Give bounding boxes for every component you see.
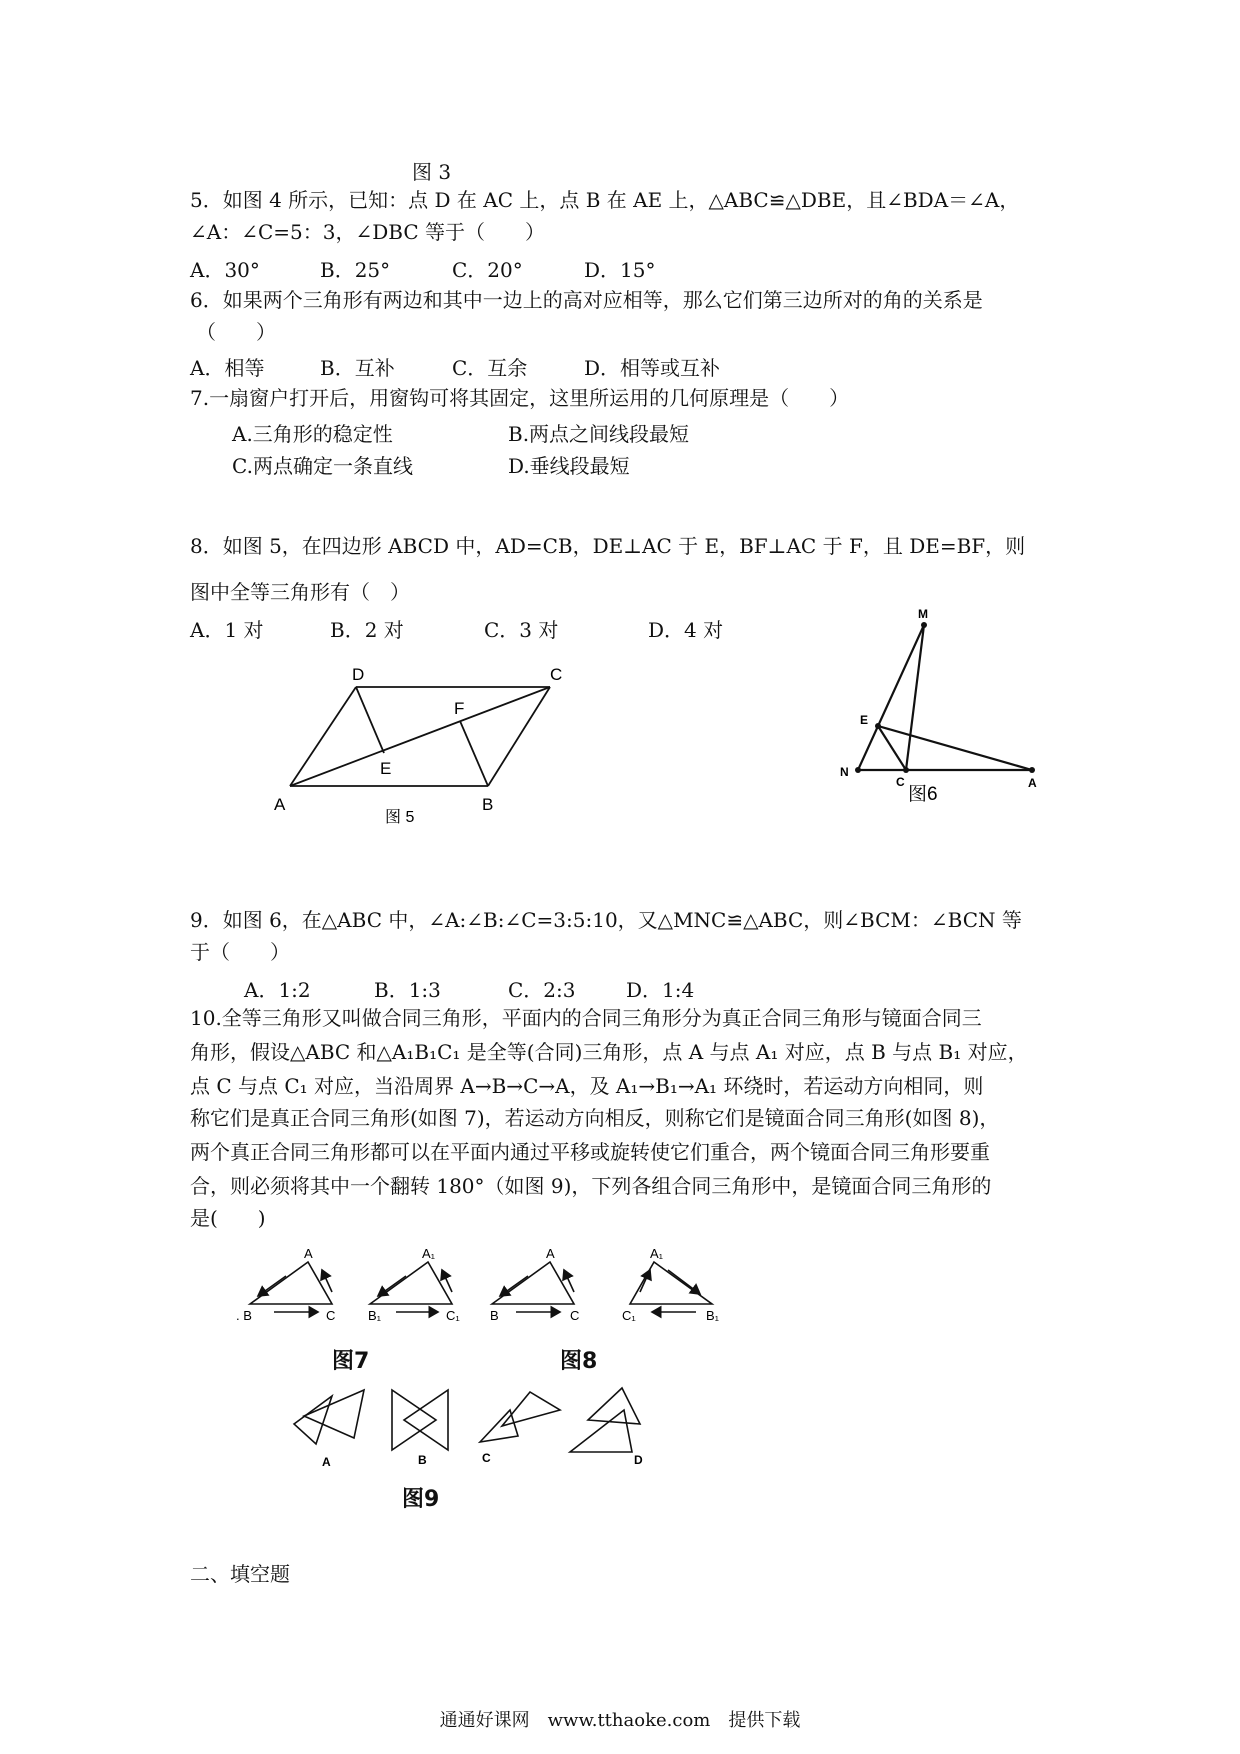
q10-line5: 两个真正合同三角形都可以在平面内通过平移或旋转使它们重合，两个镜面合同三角形要重 xyxy=(190,1140,990,1164)
fig8-label-b1: B₁ xyxy=(706,1308,720,1323)
fig6-caption: 图6 xyxy=(908,784,938,805)
fig8-triangle-2 xyxy=(630,1262,712,1312)
fig9-label-c: C xyxy=(482,1451,491,1465)
q7-line1: 7.一扇窗户打开后，用窗钩可将其固定，这里所运用的几何原理是（ ） xyxy=(190,386,850,410)
fig5-label-a: A xyxy=(274,795,286,814)
page-footer: 通通好课网 www.tthaoke.com 提供下载 xyxy=(439,1710,801,1731)
fig3-caption: 图 3 xyxy=(412,160,452,184)
fig6-label-e: E xyxy=(860,713,869,727)
q10-line4: 称它们是真正合同三角形(如图 7)，若运动方向相反，则称它们是镜面合同三角形(如图 8)， xyxy=(190,1106,1000,1130)
fig9-caption: 图9 xyxy=(402,1487,440,1512)
q10-line1: 10.全等三角形又叫做合同三角形，平面内的合同三角形分为真正合同三角形与镜面合同三 xyxy=(190,1006,982,1030)
fig9-label-b: B xyxy=(418,1453,427,1467)
q6-line2: （ ） xyxy=(196,320,276,344)
q9-line1: 9．如图 6，在△ABC 中，∠A:∠B:∠C=3:5:10，又△MNC≌△ABC，则∠BCM：∠BCN 等 xyxy=(190,908,1022,932)
fig5-label-d: D xyxy=(352,665,365,684)
q7-option-d: D.垂线段最短 xyxy=(508,454,630,478)
figure-6 xyxy=(840,600,1060,810)
q6-option-d: D．相等或互补 xyxy=(584,356,721,380)
fig8-label-c: C xyxy=(570,1308,580,1323)
fig7-label-c: C xyxy=(326,1308,336,1323)
q8-line1: 8．如图 5，在四边形 ABCD 中，AD=CB，DE⊥AC 于 E，BF⊥AC 于 F，且 DE=BF，则 xyxy=(190,534,1026,558)
fig8-label-a1: A₁ xyxy=(650,1246,664,1261)
q5-option-c: C．20° xyxy=(452,258,523,282)
q10-line6: 合，则必须将其中一个翻转 180°（如图 9)，下列各组合同三角形中，是镜面合同三角形的 xyxy=(190,1174,992,1198)
fig9-d-triangle-1 xyxy=(570,1410,632,1452)
q6-option-c: C．互余 xyxy=(452,356,528,380)
q9-option-a: A．1:2 xyxy=(244,978,311,1002)
q6-option-b: B．互补 xyxy=(320,356,395,380)
fig9-b-triangle-2 xyxy=(404,1390,448,1450)
fig9-b-triangle-1 xyxy=(392,1390,436,1450)
q10-line7: 是( ) xyxy=(190,1206,266,1230)
q8-line2: 图中全等三角形有（ ） xyxy=(190,580,410,604)
q6-line1: 6．如果两个三角形有两边和其中一边上的高对应相等，那么它们第三边所对的角的关系是 xyxy=(190,288,983,312)
section-2-heading: 二、填空题 xyxy=(190,1562,290,1586)
q6-option-a: A．相等 xyxy=(190,356,265,380)
fig8-triangle-1 xyxy=(492,1262,574,1312)
fig9-a-triangle-2 xyxy=(304,1390,364,1438)
fig7-triangle-2 xyxy=(370,1262,452,1312)
q9-line2: 于（ ） xyxy=(190,940,290,964)
fig8-label-b: B xyxy=(490,1308,499,1323)
fig6-label-c: C xyxy=(896,775,905,789)
q9-option-c: C．2:3 xyxy=(508,978,576,1002)
fig6-label-a: A xyxy=(1028,776,1037,790)
fig5-segment-bf xyxy=(460,721,488,786)
fig6-label-m: M xyxy=(918,607,928,621)
q8-option-a: A．1 对 xyxy=(190,618,264,642)
fig5-caption: 图 5 xyxy=(385,809,415,826)
fig5-side-ad xyxy=(290,687,356,786)
fig7-label-b1: B₁ xyxy=(368,1308,382,1323)
fig7-label-a1: A₁ xyxy=(422,1246,436,1261)
fig8-label-c1: C₁ xyxy=(622,1308,636,1323)
q10-line2: 角形，假设△ABC 和△A₁B₁C₁ 是全等(合同)三角形，点 A 与点 A₁ 对应，点 B 与点 B₁ 对应， xyxy=(190,1040,1028,1064)
q9-option-b: B．1:3 xyxy=(374,978,441,1002)
fig5-label-f: F xyxy=(454,699,465,718)
q9-option-d: D．1:4 xyxy=(626,978,695,1002)
fig9-label-a: A xyxy=(322,1455,331,1469)
figures-7-8 xyxy=(236,1240,726,1380)
fig6-label-n: N xyxy=(840,765,849,779)
fig9-c-triangle-2 xyxy=(502,1392,560,1426)
fig7-label-c1: C₁ xyxy=(446,1308,460,1323)
figure-9 xyxy=(284,1380,664,1470)
q7-option-a: A.三角形的稳定性 xyxy=(232,422,393,446)
fig7-label-a: A xyxy=(304,1246,313,1261)
q5-option-b: B．25° xyxy=(320,258,391,282)
q5-line2: ∠A：∠C=5：3，∠DBC 等于（ ） xyxy=(190,220,545,244)
q7-option-b: B.两点之间线段最短 xyxy=(508,422,690,446)
q8-option-d: D．4 对 xyxy=(648,618,724,642)
fig5-label-b: B xyxy=(482,795,494,814)
fig5-segment-de xyxy=(356,687,384,753)
fig5-label-c: C xyxy=(550,665,563,684)
fig9-c-triangle-1 xyxy=(480,1410,518,1442)
fig9-label-d: D xyxy=(634,1453,643,1467)
fig7-triangle-1 xyxy=(250,1262,332,1312)
q5-line1: 5．如图 4 所示，已知：点 D 在 AC 上，点 B 在 AE 上，△ABC≌△DBE，且∠BDA＝∠A， xyxy=(190,188,1020,212)
q8-option-b: B．2 对 xyxy=(330,618,404,642)
q8-option-c: C．3 对 xyxy=(484,618,559,642)
q10-line3: 点 C 与点 C₁ 对应，当沿周界 A→B→C→A，及 A₁→B₁→A₁ 环绕时，若运动方向相同，则 xyxy=(190,1074,984,1098)
fig8-label-a: A xyxy=(546,1246,555,1261)
q7-option-c: C.两点确定一条直线 xyxy=(232,454,413,478)
fig5-side-bc xyxy=(488,687,550,786)
q5-option-a: A．30° xyxy=(190,258,260,282)
fig7-label-b: . B xyxy=(236,1308,252,1323)
q5-option-d: D．15° xyxy=(584,258,656,282)
fig5-diagonal-ac xyxy=(290,687,550,786)
fig8-caption: 图8 xyxy=(560,1349,598,1374)
fig7-caption: 图7 xyxy=(332,1349,370,1374)
figure-5 xyxy=(270,660,590,830)
fig5-label-e: E xyxy=(380,759,392,778)
